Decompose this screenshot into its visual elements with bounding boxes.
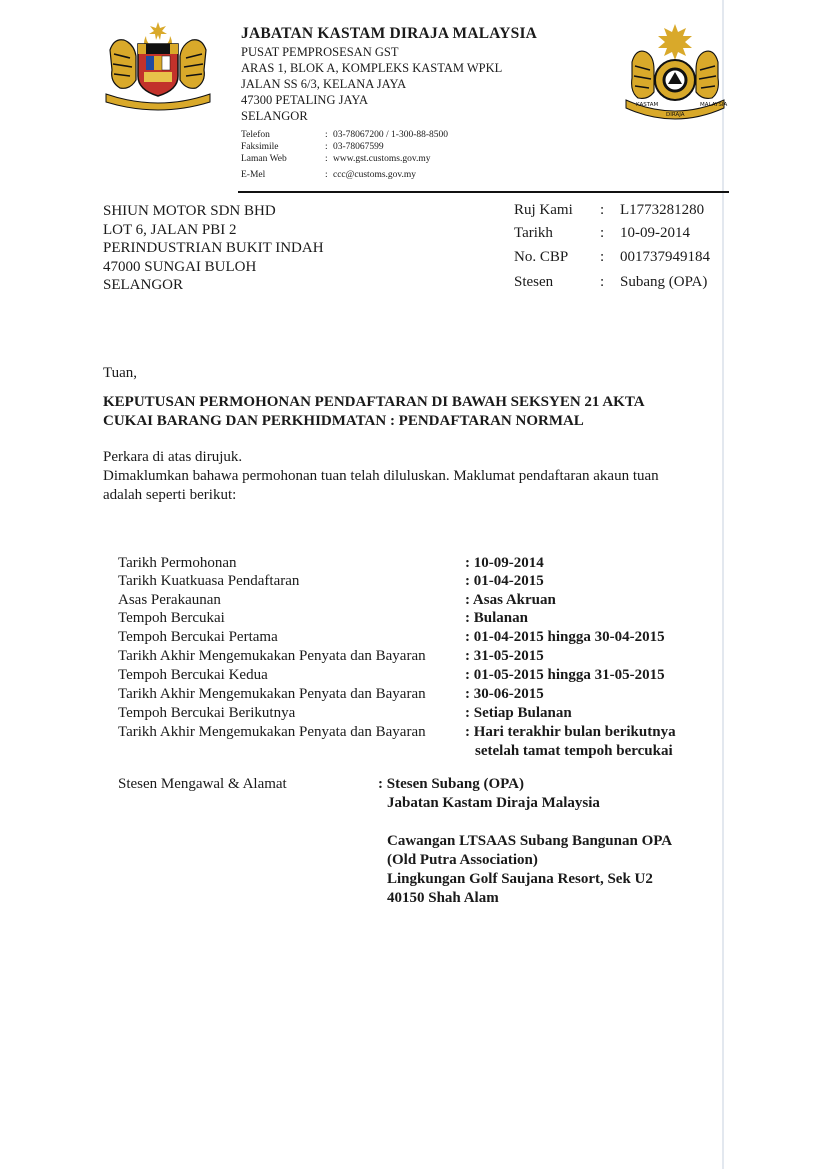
station-line: Jabatan Kastam Diraja Malaysia: [387, 795, 600, 811]
detail-label: Tempoh Bercukai Kedua: [118, 667, 268, 683]
body-line: adalah seperti berikut:: [103, 487, 237, 503]
detail-value: : Bulanan: [465, 610, 528, 626]
detail-value: : 10-09-2014: [465, 555, 544, 571]
contact-label-website: Laman Web: [241, 154, 287, 164]
emblem-text-left: KASTAM: [636, 102, 659, 108]
detail-value: : 01-05-2015 hingga 31-05-2015: [465, 667, 665, 683]
org-address-line: ARAS 1, BLOK A, KOMPLEKS KASTAM WPKL: [241, 61, 503, 75]
addressee-line: SELANGOR: [103, 277, 184, 293]
emblem-text-bottom: DIRAJA: [666, 112, 685, 118]
contact-value-faksimile: 03-78067599: [333, 142, 384, 152]
date-label: Tarikh: [514, 225, 553, 241]
station-line: Lingkungan Golf Saujana Resort, Sek U2: [387, 871, 653, 887]
cbp-value: 001737949184: [620, 249, 710, 265]
detail-label: Tarikh Akhir Mengemukakan Penyata dan Bayaran: [118, 724, 426, 740]
org-address-line: 47300 PETALING JAYA: [241, 93, 369, 107]
date-value: 10-09-2014: [620, 225, 690, 241]
station-line: (Old Putra Association): [387, 852, 538, 868]
header-divider: [238, 191, 729, 193]
detail-label: Tarikh Akhir Mengemukakan Penyata dan Bayaran: [118, 686, 426, 702]
cbp-label: No. CBP: [514, 249, 569, 265]
body-line: Dimaklumkan bahawa permohonan tuan telah diluluskan. Maklumat pendaftaran akaun tuan: [103, 468, 659, 484]
coat-of-arms-logo: [100, 20, 216, 117]
station-ref-label: Stesen: [514, 274, 554, 290]
contact-label-faksimile: Faksimile: [241, 142, 279, 152]
addressee-line: PERINDUSTRIAN BUKIT INDAH: [103, 240, 324, 256]
addressee-line: LOT 6, JALAN PBI 2: [103, 222, 237, 238]
emblem-text-right: MALAYSIA: [700, 102, 728, 108]
addressee-line: SHIUN MOTOR SDN BHD: [103, 203, 276, 219]
detail-value: : 01-04-2015: [465, 573, 544, 589]
station-label: Stesen Mengawal & Alamat: [118, 776, 287, 792]
station-line: 40150 Shah Alam: [387, 890, 499, 906]
contact-value-telefon: 03-78067200 / 1-300-88-8500: [333, 130, 449, 140]
detail-value: : Setiap Bulanan: [465, 705, 572, 721]
detail-value: : 30-06-2015: [465, 686, 544, 702]
contact-value-website: www.gst.customs.gov.my: [333, 154, 431, 164]
detail-label: Tarikh Permohonan: [118, 555, 237, 571]
contact-value-email: ccc@customs.gov.my: [333, 170, 417, 180]
org-address-line: PUSAT PEMPROSESAN GST: [241, 45, 399, 59]
subject-line: KEPUTUSAN PERMOHONAN PENDAFTARAN DI BAWAH SEKSYEN 21 AKTA: [103, 394, 645, 410]
addressee-line: 47000 SUNGAI BULOH: [103, 259, 257, 275]
ref-label: Ruj Kami: [514, 202, 573, 218]
org-address-line: SELANGOR: [241, 109, 308, 123]
contact-label-email: E-Mel: [241, 170, 266, 180]
detail-value-continuation: setelah tamat tempoh bercukai: [475, 743, 673, 759]
organization-name: JABATAN KASTAM DIRAJA MALAYSIA: [241, 25, 538, 42]
detail-label: Asas Perakaunan: [118, 592, 221, 608]
detail-value: : Asas Akruan: [465, 592, 556, 608]
detail-label: Tempoh Bercukai: [118, 610, 225, 626]
scan-edge-line: [722, 0, 724, 1169]
salutation: Tuan,: [103, 365, 138, 381]
detail-value: : 01-04-2015 hingga 30-04-2015: [465, 629, 665, 645]
contact-label-telefon: Telefon: [241, 130, 270, 140]
ref-value: L1773281280: [620, 202, 705, 218]
detail-label: Tempoh Bercukai Berikutnya: [118, 705, 296, 721]
org-address-line: JALAN SS 6/3, KELANA JAYA: [241, 77, 407, 91]
station-line: : Stesen Subang (OPA): [378, 776, 524, 792]
station-line: Cawangan LTSAAS Subang Bangunan OPA: [387, 833, 673, 849]
detail-value: : Hari terakhir bulan berikutnya: [465, 724, 676, 740]
detail-value: : 31-05-2015: [465, 648, 544, 664]
station-ref-value: Subang (OPA): [620, 274, 708, 290]
detail-label: Tempoh Bercukai Pertama: [118, 629, 278, 645]
detail-label: Tarikh Akhir Mengemukakan Penyata dan Bayaran: [118, 648, 426, 664]
subject-line: CUKAI BARANG DAN PERKHIDMATAN : PENDAFTARAN NORMAL: [103, 413, 584, 429]
customs-emblem-logo: [622, 22, 728, 131]
detail-label: Tarikh Kuatkuasa Pendaftaran: [118, 573, 300, 589]
body-line: Perkara di atas dirujuk.: [103, 449, 243, 465]
